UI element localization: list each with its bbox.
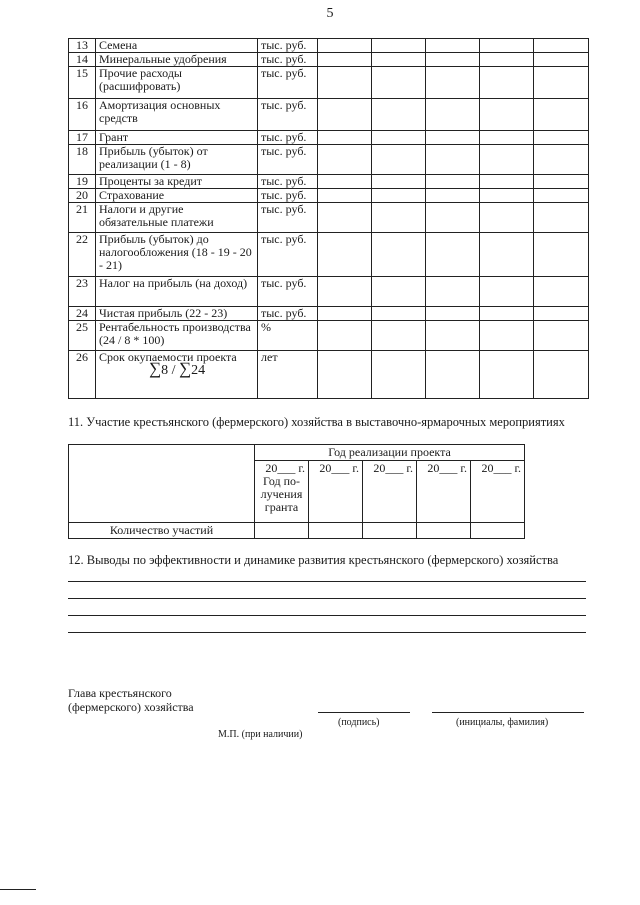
value-cell (426, 99, 480, 131)
value-cell (534, 321, 589, 351)
value-cell (426, 351, 480, 399)
value-cell (480, 351, 534, 399)
value-cell (372, 233, 426, 277)
value-cell (372, 175, 426, 189)
row-number: 24 (69, 307, 96, 321)
indicator-name: Страхование (96, 189, 258, 203)
value-cell (318, 351, 372, 399)
value-cell (318, 175, 372, 189)
indicator-name: Семена (96, 39, 258, 53)
value-cell (426, 67, 480, 99)
unit-cell: тыс. руб. (258, 53, 318, 67)
table-row (69, 307, 589, 321)
value-cell (426, 307, 480, 321)
table-row (69, 203, 589, 233)
value-cell (372, 321, 426, 351)
unit-cell: тыс. руб. (258, 307, 318, 321)
indicator-name: Прочие расходы (расшифровать) (96, 67, 258, 99)
value-cell (426, 145, 480, 175)
unit-cell: тыс. руб. (258, 277, 318, 307)
indicator-name-text: Срок окупаемости проекта (99, 350, 237, 364)
value-cell (534, 233, 589, 277)
unit-cell: тыс. руб. (258, 67, 318, 99)
value-cell (534, 67, 589, 99)
indicator-name: Налог на прибыль (на доход) (96, 277, 258, 307)
value-cell (480, 189, 534, 203)
value-cell (426, 203, 480, 233)
table-row (69, 53, 589, 67)
value-cell (534, 277, 589, 307)
row-number: 15 (69, 67, 96, 99)
value-cell (372, 131, 426, 145)
indicator-name: Рентабельность производства (24 / 8 * 100) (96, 321, 258, 351)
row-number: 22 (69, 233, 96, 277)
table-row (69, 321, 589, 351)
sum-symbol: ∑ (179, 359, 192, 378)
participation-count-cell (363, 523, 417, 539)
unit-cell: тыс. руб. (258, 99, 318, 131)
head-label-line-2: (фермерского) хозяйства (68, 700, 194, 714)
table-row (69, 145, 589, 175)
value-cell (534, 189, 589, 203)
row-number: 23 (69, 277, 96, 307)
value-cell (318, 67, 372, 99)
unit-cell: лет (258, 351, 318, 399)
table-row (69, 351, 589, 399)
exhibition-participation-table (68, 444, 525, 539)
value-cell (372, 53, 426, 67)
signature-caption: (подпись) (338, 717, 380, 728)
signature-line (318, 712, 410, 713)
indicator-name: Чистая прибыль (22 - 23) (96, 307, 258, 321)
value-cell (534, 175, 589, 189)
conclusion-line (68, 581, 586, 582)
unit-cell: тыс. руб. (258, 39, 318, 53)
row-number: 19 (69, 175, 96, 189)
financial-indicators-table (68, 38, 589, 399)
value-cell (426, 189, 480, 203)
row-number: 18 (69, 145, 96, 175)
value-cell (534, 145, 589, 175)
value-cell (372, 351, 426, 399)
unit-cell: % (258, 321, 318, 351)
conclusion-line (68, 632, 586, 633)
section-12-title: 12. Выводы по эффективности и динамике развития крестьянского (фермерского) хозяйства (68, 553, 559, 567)
table-row (69, 99, 589, 131)
unit-cell: тыс. руб. (258, 131, 318, 145)
project-year-header: Год реализации проекта (255, 445, 525, 461)
initials-caption: (инициалы, фамилия) (456, 717, 549, 728)
table-row (69, 189, 589, 203)
indicator-name: Минеральные удобрения (96, 53, 258, 67)
row-number: 21 (69, 203, 96, 233)
value-cell (534, 203, 589, 233)
value-cell (534, 351, 589, 399)
section-11-title: 11. Участие крестьянского (фермерского) хозяйства в выставочно-ярмарочных мероприятиях (68, 415, 565, 429)
value-cell (318, 307, 372, 321)
row-number: 17 (69, 131, 96, 145)
row-number: 13 (69, 39, 96, 53)
page-number: 5 (326, 6, 334, 21)
table-row (69, 175, 589, 189)
participation-count-label: Количество участий (69, 523, 255, 539)
participation-count-cell (471, 523, 525, 539)
grant-year-cell (255, 461, 309, 523)
value-cell (318, 53, 372, 67)
value-cell (426, 277, 480, 307)
value-cell (372, 145, 426, 175)
initials-line (432, 712, 584, 713)
value-cell (426, 53, 480, 67)
formula-part: 24 (191, 363, 206, 378)
value-cell (480, 321, 534, 351)
indicator-name: Прибыль (убыток) до налогообложения (18 - 19 - 20 - 21) (96, 233, 258, 277)
value-cell (426, 233, 480, 277)
indicator-name: Амортизация основных средств (96, 99, 258, 131)
value-cell (318, 189, 372, 203)
value-cell (480, 131, 534, 145)
participation-table-corner (69, 445, 255, 523)
unit-cell: тыс. руб. (258, 233, 318, 277)
unit-cell: тыс. руб. (258, 203, 318, 233)
value-cell (318, 233, 372, 277)
conclusion-line (68, 598, 586, 599)
formula-part: 8 (161, 363, 169, 378)
value-cell (426, 321, 480, 351)
participation-count-cell (309, 523, 363, 539)
value-cell (480, 145, 534, 175)
value-cell (372, 67, 426, 99)
grant-year-label: 20___ г. (265, 461, 305, 475)
value-cell (480, 99, 534, 131)
value-cell (372, 189, 426, 203)
sum-symbol: ∑ (149, 359, 162, 378)
value-cell (480, 67, 534, 99)
table-row (69, 277, 589, 307)
participation-count-cell (255, 523, 309, 539)
value-cell (480, 53, 534, 67)
row-number: 25 (69, 321, 96, 351)
head-label (68, 686, 194, 714)
indicator-name: Грант (96, 131, 258, 145)
row-number: 16 (69, 99, 96, 131)
value-cell (318, 277, 372, 307)
value-cell (372, 277, 426, 307)
indicator-name: Проценты за кредит (96, 175, 258, 189)
value-cell (372, 307, 426, 321)
value-cell (426, 175, 480, 189)
unit-cell: тыс. руб. (258, 189, 318, 203)
year-cell: 20___ г. (471, 461, 525, 523)
year-cell: 20___ г. (309, 461, 363, 523)
value-cell (318, 145, 372, 175)
value-cell (534, 307, 589, 321)
head-label-line-1: Глава крестьянского (68, 686, 172, 700)
value-cell (480, 175, 534, 189)
value-cell (480, 307, 534, 321)
indicator-name: Налоги и другие обязательные платежи (96, 203, 258, 233)
value-cell (534, 131, 589, 145)
value-cell (318, 39, 372, 53)
unit-cell: тыс. руб. (258, 145, 318, 175)
value-cell (534, 53, 589, 67)
grant-year-caption: Год по-лучения гранта (260, 474, 303, 514)
value-cell (480, 203, 534, 233)
conclusion-line (68, 615, 586, 616)
value-cell (426, 39, 480, 53)
value-cell (372, 203, 426, 233)
row-number: 26 (69, 351, 96, 399)
value-cell (318, 99, 372, 131)
table-row (69, 39, 589, 53)
value-cell (372, 99, 426, 131)
value-cell (534, 39, 589, 53)
year-cell: 20___ г. (363, 461, 417, 523)
value-cell (372, 39, 426, 53)
indicator-name: Прибыль (убыток) от реализации (1 - 8) (96, 145, 258, 175)
unit-cell: тыс. руб. (258, 175, 318, 189)
payback-formula (149, 359, 254, 378)
formula-part: / (168, 363, 180, 378)
table-row (69, 131, 589, 145)
value-cell (534, 99, 589, 131)
value-cell (480, 277, 534, 307)
value-cell (318, 131, 372, 145)
value-cell (480, 39, 534, 53)
year-cell: 20___ г. (417, 461, 471, 523)
participation-count-cell (417, 523, 471, 539)
table-row (69, 233, 589, 277)
footer-rule (0, 889, 36, 890)
row-number: 14 (69, 53, 96, 67)
table-row (69, 67, 589, 99)
value-cell (318, 321, 372, 351)
value-cell (426, 131, 480, 145)
row-number: 20 (69, 189, 96, 203)
stamp-caption: М.П. (при наличии) (218, 729, 303, 740)
value-cell (318, 203, 372, 233)
value-cell (480, 233, 534, 277)
indicator-name (96, 351, 258, 399)
